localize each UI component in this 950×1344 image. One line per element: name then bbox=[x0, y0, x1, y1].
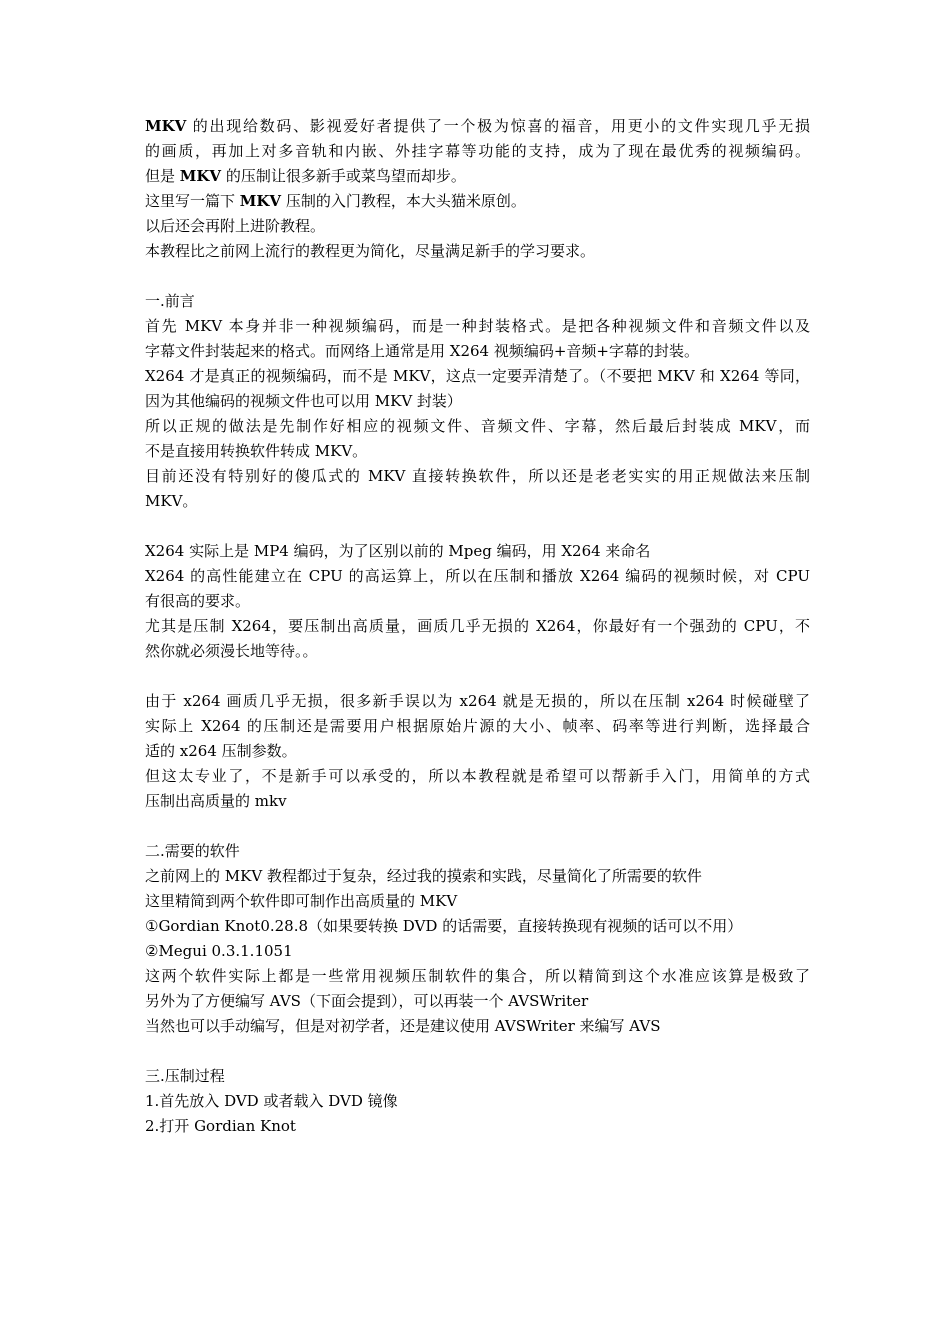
paragraph-line: 不是直接用转换软件转成 MKV。 bbox=[145, 442, 368, 460]
blank-line bbox=[145, 1039, 810, 1064]
paragraph-line: 有很高的要求。 bbox=[145, 592, 251, 610]
paragraph-line: 目前还没有特别好的傻瓜式的 MKV 直接转换软件，所以还是老老实实的用正规做法来压制 bbox=[145, 467, 810, 485]
paragraph-line: 的画质，再加上对多音轨和内嵌、外挂字幕等功能的支持，成为了现在最优秀的视频编码。 bbox=[145, 142, 810, 160]
paragraph-line: 实际上 X264 的压制还是需要用户根据原始片源的大小、帧率、码率等进行判断，选择最合 bbox=[145, 717, 810, 735]
section-heading: 一.前言 bbox=[145, 292, 195, 310]
mkv-bold-term: MKV bbox=[179, 167, 222, 185]
paragraph-line: X264 的高性能建立在 CPU 的高运算上，所以在压制和播放 X264 编码的视频时候，对 CPU bbox=[145, 567, 810, 585]
paragraph-line: 这两个软件实际上都是一些常用视频压制软件的集合，所以精简到这个水准应该算是极致了 bbox=[145, 967, 810, 985]
paragraph-line: MKV。 bbox=[145, 492, 198, 510]
blank-line bbox=[145, 514, 810, 539]
blank-line bbox=[145, 264, 810, 289]
section-heading: 二.需要的软件 bbox=[145, 842, 240, 860]
line-start: 这里写一篇下 bbox=[145, 192, 240, 210]
list-item: 1.首先放入 DVD 或者载入 DVD 镜像 bbox=[145, 1092, 398, 1110]
paragraph-line: 因为其他编码的视频文件也可以用 MKV 封装） bbox=[145, 392, 462, 410]
document-body bbox=[145, 114, 810, 1139]
paragraph-line: 另外为了方便编写 AVS（下面会提到），可以再装一个 AVSWriter bbox=[145, 992, 589, 1010]
paragraph-line: 压制出高质量的 mkv bbox=[145, 792, 287, 810]
line-rest: 的压制让很多新手或菜鸟望而却步。 bbox=[221, 167, 466, 185]
blank-line bbox=[145, 664, 810, 689]
mkv-bold-term: MKV bbox=[145, 117, 187, 135]
paragraph-line: 本教程比之前网上流行的教程更为简化，尽量满足新手的学习要求。 bbox=[145, 242, 596, 260]
paragraph-line: 由于 x264 画质几乎无损，很多新手误以为 x264 就是无损的，所以在压制 x264 时候碰壁了 bbox=[145, 692, 810, 710]
line-rest: 压制的入门教程，本大头猫米原创。 bbox=[281, 192, 526, 210]
section-heading: 三.压制过程 bbox=[145, 1067, 225, 1085]
blank-line bbox=[145, 814, 810, 839]
paragraph-line: X264 才是真正的视频编码，而不是 MKV，这点一定要弄清楚了。（不要把 MKV 和 X264 等同， bbox=[145, 367, 810, 385]
paragraph-line: 以后还会再附上进阶教程。 bbox=[145, 217, 326, 235]
paragraph-line bbox=[145, 189, 810, 214]
list-item: 2.打开 Gordian Knot bbox=[145, 1117, 296, 1135]
paragraph-line: X264 实际上是 MP4 编码，为了区别以前的 Mpeg 编码，用 X264 来命名 bbox=[145, 542, 651, 560]
paragraph-line bbox=[145, 114, 810, 139]
paragraph-line: 这里精简到两个软件即可制作出高质量的 MKV bbox=[145, 892, 458, 910]
list-item: ①Gordian Knot0.28.8（如果要转换 DVD 的话需要，直接转换现有视频的话可以不用） bbox=[145, 917, 743, 935]
paragraph-line: 首先 MKV 本身并非一种视频编码，而是一种封装格式。是把各种视频文件和音频文件以及 bbox=[145, 317, 810, 335]
paragraph-line: 当然也可以手动编写，但是对初学者，还是建议使用 AVSWriter 来编写 AVS bbox=[145, 1017, 661, 1035]
line-rest: 的出现给数码、影视爱好者提供了一个极为惊喜的福音，用更小的文件实现几乎无损 bbox=[186, 117, 810, 135]
paragraph-line: 之前网上的 MKV 教程都过于复杂，经过我的摸索和实践，尽量简化了所需要的软件 bbox=[145, 867, 702, 885]
paragraph-line: 然你就必须漫长地等待。。 bbox=[145, 642, 318, 660]
paragraph-line bbox=[145, 164, 810, 189]
line-start: 但是 bbox=[145, 167, 180, 185]
paragraph-line: 尤其是压制 X264，要压制出高质量，画质几乎无损的 X264，你最好有一个强劲的 CPU，不 bbox=[145, 617, 810, 635]
list-item: ②Megui 0.3.1.1051 bbox=[145, 942, 293, 960]
paragraph-line: 适的 x264 压制参数。 bbox=[145, 742, 297, 760]
paragraph-line: 字幕文件封装起来的格式。而网络上通常是用 X264 视频编码+音频+字幕的封装。 bbox=[145, 342, 699, 360]
paragraph-line: 所以正规的做法是先制作好相应的视频文件、音频文件、字幕，然后最后封装成 MKV，而 bbox=[145, 417, 810, 435]
paragraph-line: 但这太专业了，不是新手可以承受的，所以本教程就是希望可以帮新手入门，用简单的方式 bbox=[145, 767, 810, 785]
mkv-bold-term: MKV bbox=[239, 192, 282, 210]
